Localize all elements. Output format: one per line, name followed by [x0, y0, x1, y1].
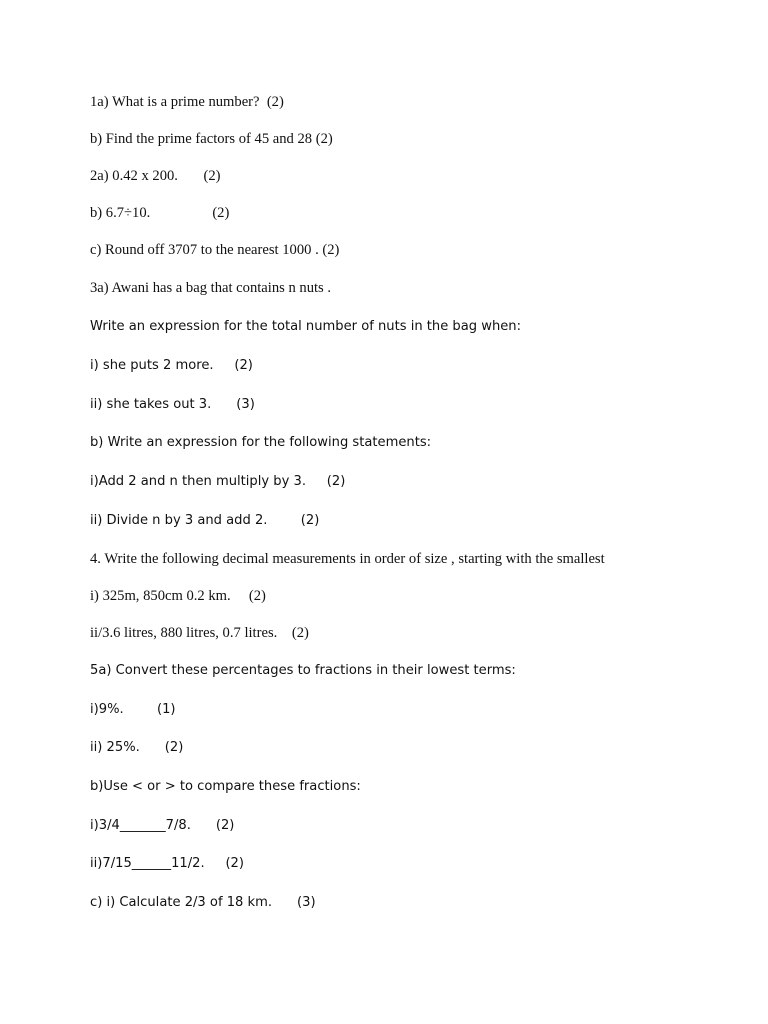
question-5c-i: c) i) Calculate 2/3 of 18 km. (3) [90, 895, 316, 910]
question-3a-instruction: Write an expression for the total number of nuts in the bag when: [90, 319, 522, 334]
question-3a-i: i) she puts 2 more. (2) [90, 358, 253, 373]
question-5a-i: i)9%. (1) [90, 702, 176, 717]
question-5b-i: i)3/4_______7/8. (2) [90, 818, 235, 833]
question-5b: b)Use < or > to compare these fractions: [90, 779, 361, 794]
question-4: 4. Write the following decimal measurements in order of size , starting with the smallest [90, 551, 605, 567]
question-1a: 1a) What is a prime number? (2) [90, 94, 284, 110]
question-2c: c) Round off 3707 to the nearest 1000 . (2) [90, 242, 340, 258]
question-3a: 3a) Awani has a bag that contains n nuts . [90, 280, 332, 296]
question-4-i: i) 325m, 850cm 0.2 km. (2) [90, 588, 266, 604]
question-4-ii: ii/3.6 litres, 880 litres, 0.7 litres. (2) [90, 625, 309, 641]
question-1b: b) Find the prime factors of 45 and 28 (2) [90, 131, 333, 147]
question-5a-ii: ii) 25%. (2) [90, 740, 184, 755]
question-5b-ii: ii)7/15______11/2. (2) [90, 856, 244, 871]
question-3b-i: i)Add 2 and n then multiply by 3. (2) [90, 474, 346, 489]
question-3a-ii: ii) she takes out 3. (3) [90, 397, 255, 412]
question-2b: b) 6.7÷10. (2) [90, 205, 230, 221]
question-3b: b) Write an expression for the following statements: [90, 435, 432, 450]
question-3b-ii: ii) Divide n by 3 and add 2. (2) [90, 513, 320, 528]
question-5a: 5a) Convert these percentages to fractions in their lowest terms: [90, 663, 516, 678]
question-2a: 2a) 0.42 x 200. (2) [90, 168, 221, 184]
